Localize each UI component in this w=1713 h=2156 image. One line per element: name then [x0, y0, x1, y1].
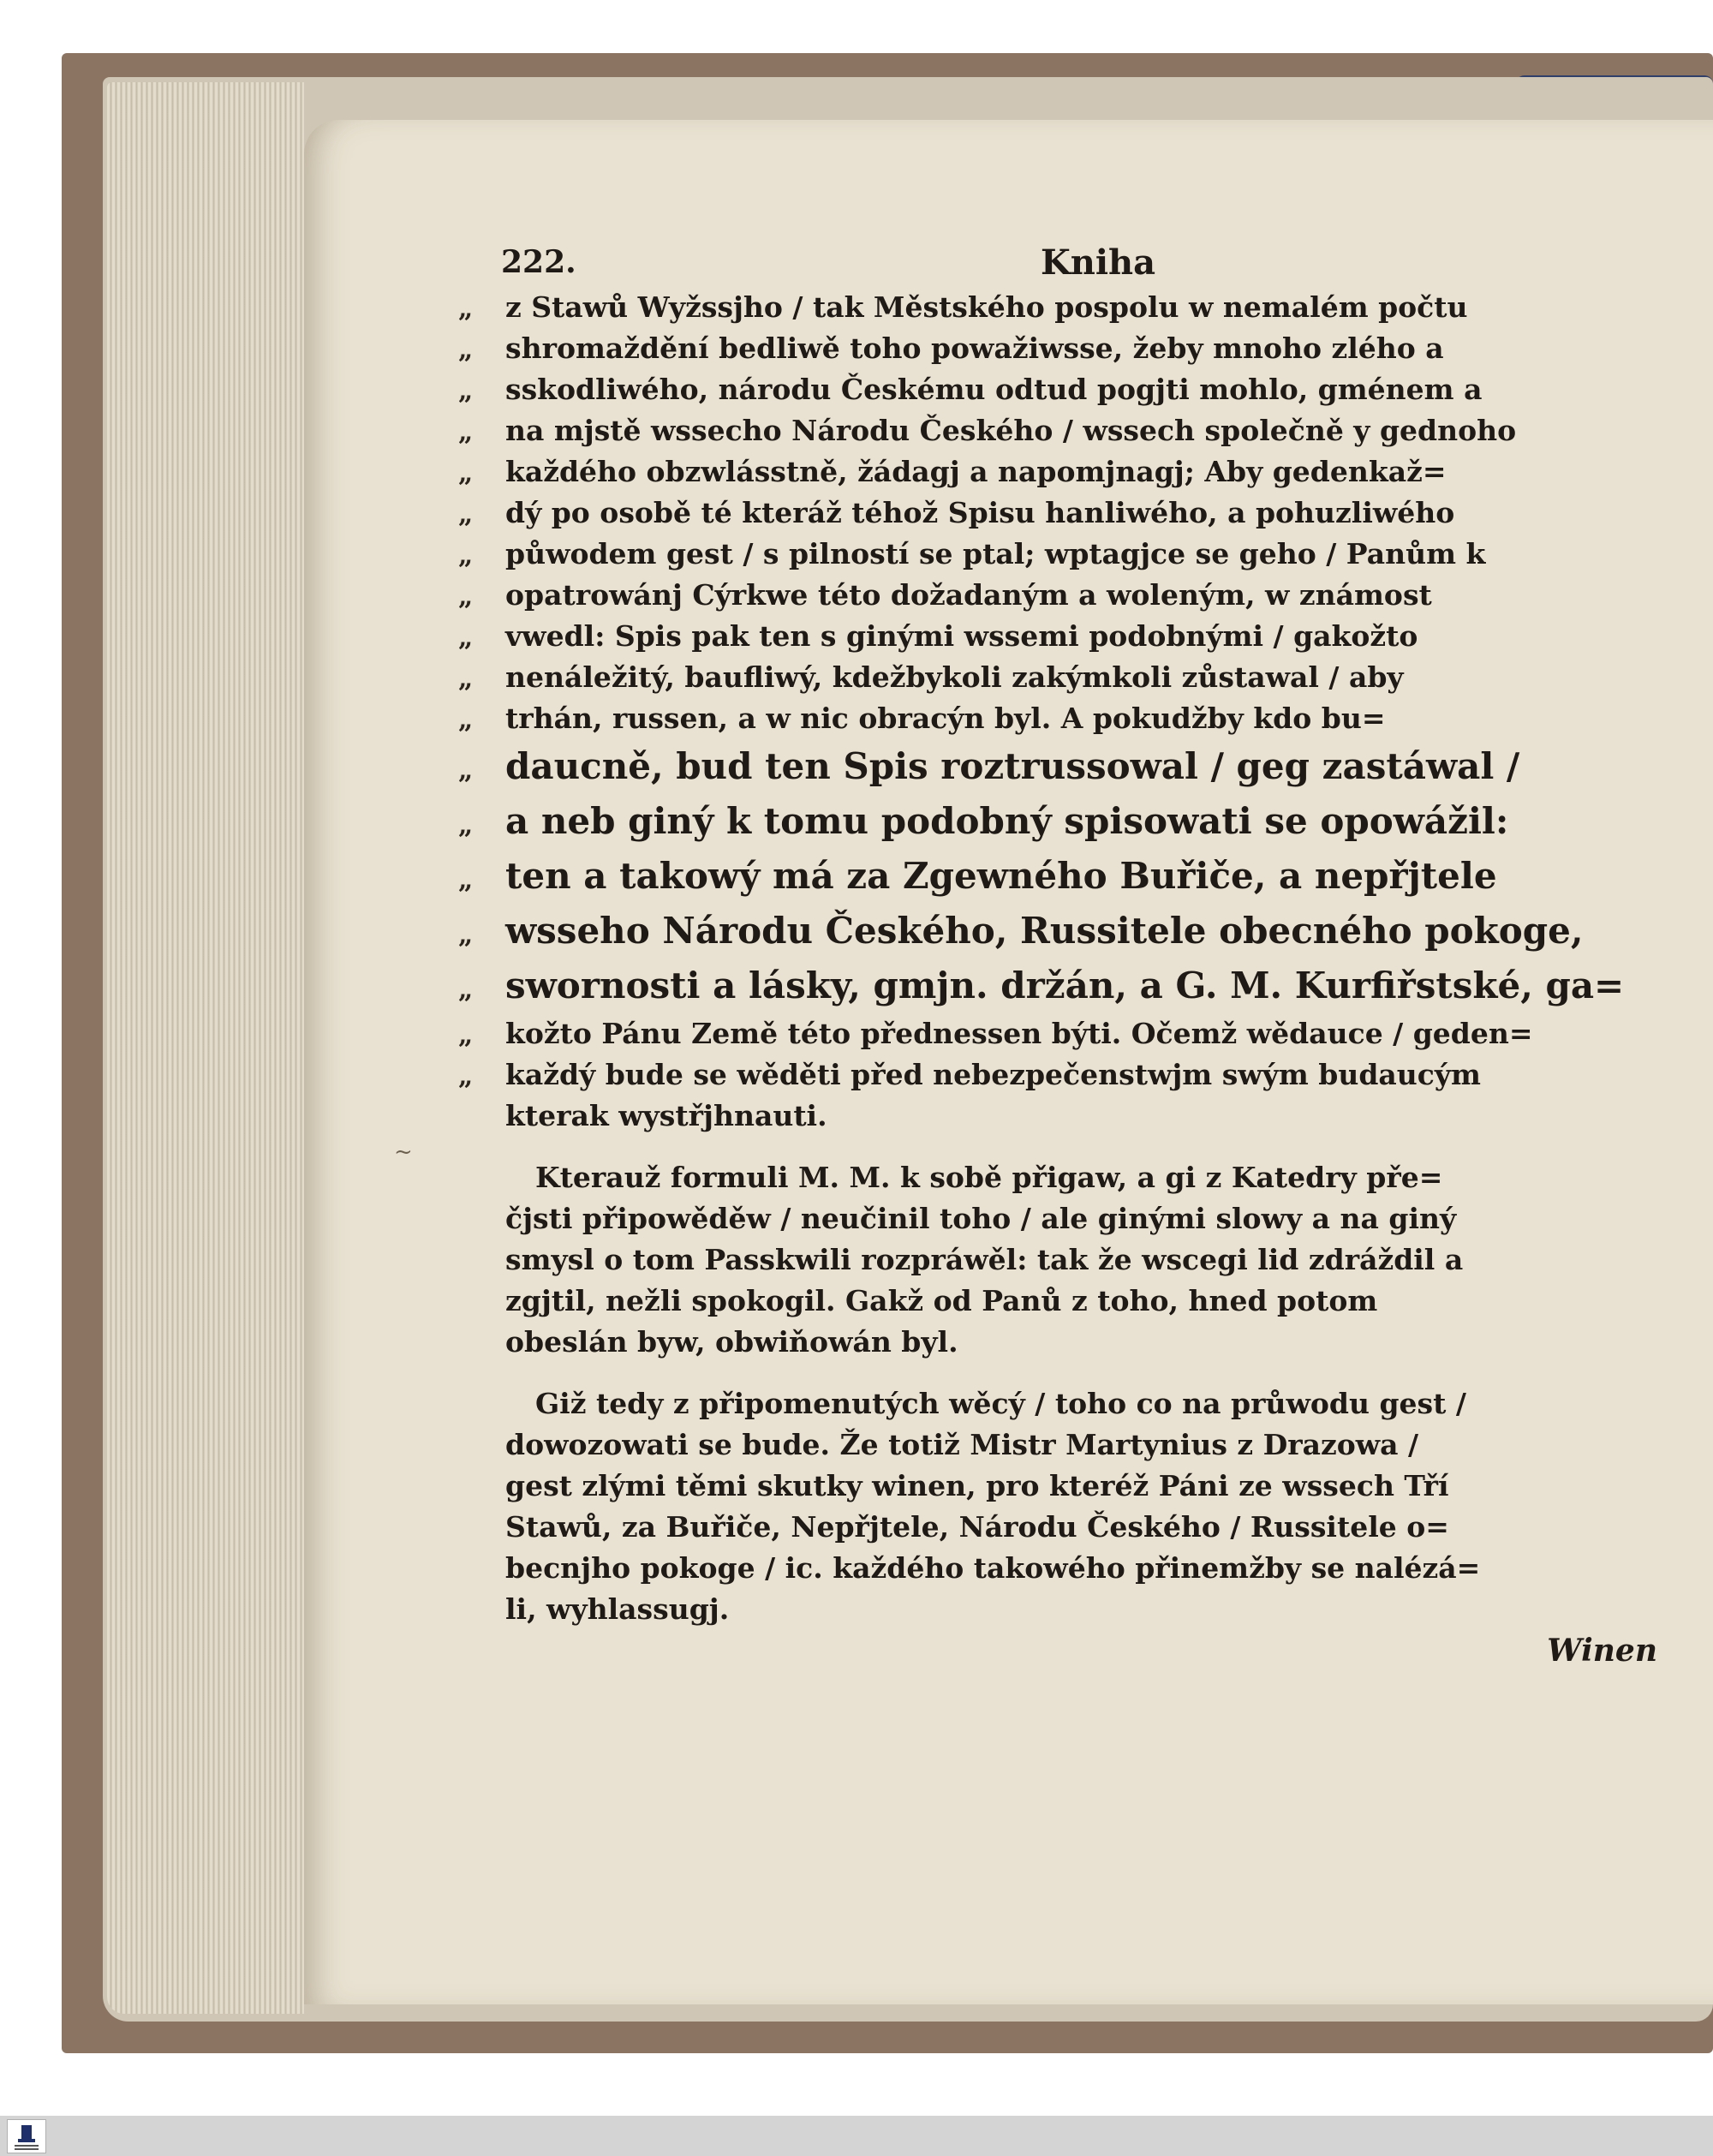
text-line: [458, 534, 1674, 575]
quote-mark: „: [458, 294, 474, 324]
text-line: [458, 1096, 1674, 1137]
page-edges: [107, 82, 304, 2014]
quote-mark: „: [458, 664, 474, 694]
text-line: [458, 849, 1674, 904]
text-line: [458, 451, 1674, 493]
text-line: [458, 1383, 1674, 1424]
line-text: swornosti a lásky, gmjn. držán, a G. M. Kurfiřstské, ga=: [505, 965, 1625, 1006]
line-text: a neb giný k tomu podobný spisowati se opowážil:: [505, 800, 1509, 842]
catchword: Winen: [1547, 1633, 1657, 1669]
line-text: nenáležitý, baufliwý, kdežbykoli zakýmkoli zůstawal / aby: [505, 660, 1404, 694]
text-line: [458, 1281, 1674, 1322]
text-line: [458, 287, 1674, 328]
quote-mark: „: [458, 335, 474, 365]
line-text: wsseho Národu Českého, Russitele obecného pokoge,: [505, 910, 1584, 952]
text-line: [458, 1548, 1674, 1589]
quote-mark: „: [458, 376, 474, 406]
text-line: [458, 328, 1674, 369]
line-text: dý po osobě té kteráž téhož Spisu hanliwého, a pohuzliwého: [505, 496, 1455, 529]
line-text: půwodem gest / s pilností se ptal; wptagjce se geho / Panům k: [505, 537, 1486, 570]
text-line: [458, 698, 1674, 739]
line-text: obeslán byw, obwiňowán byl.: [505, 1325, 958, 1359]
text-line: [458, 959, 1674, 1013]
line-text: kterak wystřjhnauti.: [505, 1099, 827, 1132]
quote-mark: „: [458, 458, 474, 488]
text-line: [458, 904, 1674, 959]
margin-mark: ~: [394, 1139, 413, 1165]
line-text: daucně, bud ten Spis roztrussowal / geg zastáwal /: [505, 745, 1520, 787]
line-text: z Stawů Wyžssjho / tak Městského pospolu w nemalém počtu: [505, 290, 1468, 324]
text-line: [458, 1507, 1674, 1548]
line-text: vwedl: Spis pak ten s ginými wssemi podobnými / gakožto: [505, 619, 1418, 653]
line-text: opatrowánj Cýrkwe této dožadaným a woleným, w známost: [505, 578, 1432, 612]
line-text: trhán, russen, a w nic obracýn byl. A pokudžby kdo bu=: [505, 702, 1386, 735]
line-text: kožto Pánu Země této přednessen býti. Očemž wědauce / geden=: [505, 1017, 1533, 1050]
paragraph-gap: [458, 1363, 1674, 1383]
quote-mark: „: [458, 417, 474, 447]
text-line: [458, 794, 1674, 849]
line-text: každého obzwlásstně, žádagj a napomjnagj; Aby gedenkaž=: [505, 455, 1447, 488]
text-line: [458, 1424, 1674, 1466]
viewer-footer: [0, 2116, 1713, 2156]
line-text: ten a takowý má za Zgewného Buřiče, a nepřjtele: [505, 855, 1497, 897]
text-line: [458, 575, 1674, 616]
line-text: shromaždění bedliwě toho powažiwsse, žeby mnoho zlého a: [505, 331, 1444, 365]
quote-mark: „: [458, 865, 474, 895]
text-line: [458, 493, 1674, 534]
text-line: [458, 1589, 1674, 1630]
quote-mark: „: [458, 582, 474, 612]
quote-mark: „: [458, 810, 474, 840]
line-text: becnjho pokoge / ic. každého takowého přinemžby se nalézá=: [505, 1551, 1481, 1585]
text-line: [458, 1054, 1674, 1096]
page-header: [458, 227, 1674, 287]
text-line: [458, 1013, 1674, 1054]
quote-mark: „: [458, 540, 474, 570]
line-text: dowozowati se bude. Že totiž Mistr Martynius z Drazowa /: [505, 1428, 1419, 1461]
line-text: na mjstě wssecho Národu Českého / wssech společně y gednoho: [505, 414, 1517, 447]
line-text: gest zlými těmi skutky winen, pro kteréž Páni ze wssech Tří: [505, 1469, 1449, 1502]
text-line: [458, 1198, 1674, 1239]
quote-mark: „: [458, 623, 474, 653]
text-line: [458, 739, 1674, 794]
text-line: [458, 1466, 1674, 1507]
quote-mark: „: [458, 1061, 474, 1091]
quote-mark: „: [458, 755, 474, 785]
line-text: čjsti připowěděw / neučinil toho / ale ginými slowy a na giný: [505, 1202, 1457, 1235]
text-line: [458, 657, 1674, 698]
quote-mark: „: [458, 975, 474, 1005]
line-text: li, wyhlassugj.: [505, 1592, 730, 1626]
quote-mark: „: [458, 1020, 474, 1050]
text-line: [458, 369, 1674, 410]
running-title: Kniha: [1041, 242, 1156, 283]
line-text: sskodliwého, národu Českému odtud pogjti mohlo, gménem a: [505, 373, 1483, 406]
line-text: každý bude se wěděti před nebezpečenstwjm swým budaucým: [505, 1058, 1481, 1091]
quote-mark: „: [458, 920, 474, 950]
text-line: [458, 1239, 1674, 1281]
quote-mark: „: [458, 705, 474, 735]
text-line: [458, 1157, 1674, 1198]
text-line: [458, 616, 1674, 657]
line-text: Kterauž formuli M. M. k sobě přigaw, a gi z Katedry pře=: [535, 1161, 1443, 1194]
line-text: Giž tedy z připomenutých wěcý / toho co na průwodu gest /: [535, 1387, 1466, 1420]
page-number: 222.: [501, 244, 576, 280]
text-line: [458, 1322, 1674, 1363]
quote-mark: „: [458, 499, 474, 529]
line-text: Stawů, za Buřiče, Nepřjtele, Národu Českého / Russitele o=: [505, 1510, 1449, 1544]
line-text: smysl o tom Passkwili rozpráwěl: tak že wscegi lid zdráždil a: [505, 1243, 1464, 1276]
library-logo-icon: [7, 2119, 46, 2153]
text-lines: [458, 287, 1674, 1671]
catchword-line: [458, 1630, 1674, 1671]
text-line: [458, 410, 1674, 451]
line-text: zgjtil, nežli spokogil. Gakž od Panů z toho, hned potom: [505, 1284, 1378, 1317]
paragraph-gap: [458, 1137, 1674, 1157]
